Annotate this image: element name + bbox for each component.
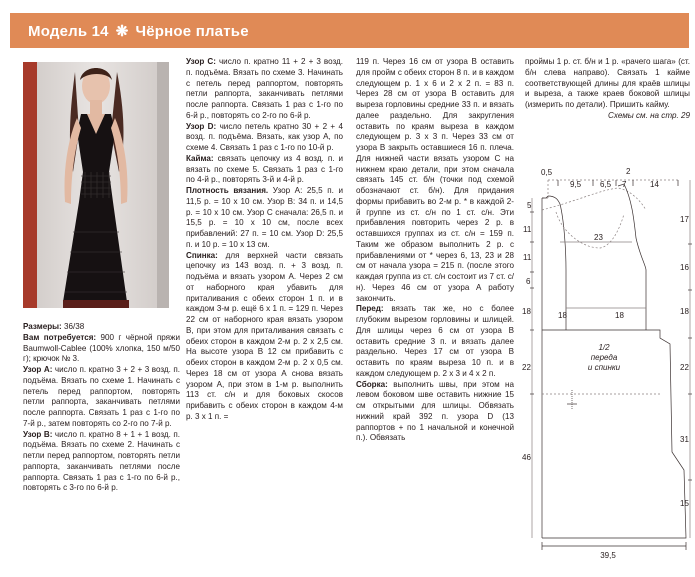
model-number: Модель 14: [28, 22, 109, 40]
diagram-right-label: 16: [680, 263, 689, 272]
pattern-b-value: число п. кратно 8 + 1 + 1 возд. п. подъёма. Вязать по схеме 2. Начинать с петли перед раппортом, повторять петли раппорта, заканчивать петлями после раппорта. Связать 1 раз с 1-го по 6-й р., повторять с 3-го по 6-й р.: [23, 429, 180, 493]
density-label: Плотность вязания.: [186, 186, 269, 195]
materials-paragraph: [23, 333, 180, 365]
text-column-1: [23, 322, 180, 494]
edging-paragraph: [186, 154, 343, 186]
materials-label: Вам потребуется:: [23, 332, 97, 342]
sizes-label: Размеры:: [23, 322, 62, 331]
diagram-right-label: 15: [680, 499, 689, 508]
diagram-inner-label: 23: [594, 233, 603, 242]
diagram-left-label: 5: [527, 201, 532, 210]
back-label: Спинка:: [186, 250, 218, 260]
front-label: Перед:: [356, 304, 384, 314]
front-paragraph: [356, 304, 514, 379]
diagram-left-label: 18: [522, 307, 531, 316]
pattern-a-paragraph: [23, 365, 180, 430]
diagram-right-label: 18: [680, 307, 689, 316]
diagram-top-label: 14: [650, 180, 659, 189]
diagram-center-label: 1/2: [598, 343, 610, 352]
assembly-continued-paragraph: проймы 1 р. ст. б/н и 1 р. «рачего шага» (ст. б/н слева направо). Связать 1 кайме соответствующей длины для краёв шлицы и выреза, а также краев боковой шлицы (измерить по детали). Пришить кайму.: [525, 57, 690, 109]
back-value: для верхней части связать цепочку из 143 возд. п. + 3 возд. п. подъёма и вязать узором А. Через 2 см от наборного края убавить для приталивания с обеих сторон 1 п. и в каждом 3-м р. ещё 6 х 1 п. = 129 п. Через 22 см от наборного края вязать узором В, при этом для приталивания связать с обеих сторон в каждом 2-м р. 2 х 2,5 см. На высоте узора В 12 см прибавить с обеих сторон в каждом 2-м р. 2 х 0,5 см. Через 18 см от узора А снова вязать узором А, при этом в 1-м р. выполнить 113 ст. с/н и для боковых скосов прибавить с обеих сторон в каждом 4-м р. 3 х 1 п. =: [186, 250, 343, 421]
front-value: вязать так же, но с более глубоким вырезом горловины и шлицей. Для шлицы через 6 см от узора В оставить средние 3 п. и вязать далее раздельно. Через 17 см от узора В оставить по краям выреза 10 п. и в каждом следующем р. 2 х 3 и 4 х 2 п.: [356, 304, 514, 378]
text-column-2: [186, 57, 343, 423]
diagram-top-label: 7: [622, 180, 627, 189]
diagram-left-label: 46: [522, 453, 531, 462]
pattern-d-paragraph: [186, 122, 343, 154]
pattern-c-value: число п. кратно 11 + 2 + 3 возд. п. подъёма. Вязать по схеме 3. Начинать с петель перед раппортом, повторять петли раппорта, заканчивать петлями после раппорта. Связать 1 раз с 1-го по 6-й р., повторять со 2-го по 6-й р.: [186, 57, 343, 120]
diagram-left-label: 6: [526, 277, 531, 286]
text-column-4: [525, 57, 690, 122]
dress-photo-illustration: [23, 62, 169, 308]
dress-schematic-diagram: [520, 160, 695, 577]
diagram-top-label: 2: [626, 167, 631, 176]
diagram-top-label: 9,5: [570, 180, 582, 189]
pattern-a-value: число п. кратно 3 + 2 + 3 возд. п. подъёма. Вязать по схеме 1. Начинать с петель перед раппортом, повторять петли раппорта, заканчивать петлями после раппорта. Связать 1 раз с 1-го по 7-й р., затем повторять со 2-го по 7-й р.: [23, 365, 180, 428]
pattern-title: Чёрное платье: [135, 22, 249, 40]
diagram-top-label: 6,5: [600, 180, 612, 189]
pattern-c-paragraph: [186, 57, 343, 122]
pattern-d-label: Узор D:: [186, 121, 217, 131]
pattern-b-label: Узор В:: [23, 429, 53, 439]
woman-in-black-dress-photo: [23, 62, 169, 308]
diagram-right-label: 31: [680, 435, 689, 444]
materials-value: 900 г чёрной пряжи Baumwoll-Cablee (100% хлопка, 150 м/50 г); крючок № 3.: [23, 332, 180, 364]
header-bar: [10, 13, 689, 48]
diagram-top-label: 0,5: [541, 168, 553, 177]
assembly-label: Сборка:: [356, 379, 388, 389]
back-paragraph: [186, 251, 343, 423]
density-paragraph: [186, 186, 343, 251]
back-continued-paragraph: 119 п. Через 16 см от узора В оставить для пройм с обеих сторон 8 п. и в каждом следующем р. 1 х 6 и 2 х 2 п. = 83 п. Через 28 см от узора В оставить для выреза горловины средние 33 п. и вязать далее раздельно. Для закругления оставить по краям выреза в каждом следующем р. 3 х 3 п. Через 33 см от узора В закрыть оставшиеся 16 п. плеча. Для нижней части вязать узором С на нижнем краю детали, при этом сначала связать 145 ст. б/н (точки под схемой обозначают ст. б/н). Для придания формы прибавить во 2-м р. * в каждой 2-й группе из ст. с/н по 1 ст. с/н. Эти прибавления повторить через 2 р. в оставшихся группах из ст. с/н = 159 п. Таким же образом выполнить 2 р. с прибавлениями от * через 6, 13, 23 и 28 см от начала узора = 215 п. (после этого каждая группа из ст. с/н состоит из 7 ст. с/н). Через 46 см от узора А работу закончить.: [356, 57, 514, 303]
schemes-reference: Схемы см. на стр. 29: [608, 110, 690, 120]
density-value: Узор А: 25,5 п. и 11,5 р. = 10 х 10 см. Узор В: 34 п. и 14,5 р. = 10 х 10 см. Узор С сначала: 26,5 п. и 15,5 р. = 10 х 10 см, после всех прибавлений: 27 п. = 10 см. Узор D: 25,5 п. и 10 р. = 10 х 13 см.: [186, 186, 343, 249]
assembly-value: выполнить швы, при этом на левом боковом шве оставить нижние 15 см открытыми для шлицы. Обвязать нижний край 392 п. узора D (13 раппортов + по 1 начальной и конечной п.). Обвязать: [356, 379, 514, 443]
diagram-left-label: 11: [523, 253, 532, 262]
diagram-right-label: 22: [680, 363, 689, 372]
separator-star-icon: ❋: [115, 22, 129, 40]
pattern-d-value: число петель кратно 30 + 2 + 4 возд. п. подъёма. Вязать, как узор А, по схеме 4. Связать 1 раз с 1-го по 10-й р.: [186, 121, 343, 152]
pattern-b-paragraph: [23, 430, 180, 495]
edging-value: связать цепочку из 4 возд. п. и вязать по схеме 5. Связать 1 раз с 1-го по 4-й р., повторять 3-й и 4-й р.: [186, 153, 343, 185]
diagram-inner-label: 18: [615, 311, 624, 320]
diagram-right-label: 17: [680, 215, 689, 224]
sizes-value: 36/38: [61, 322, 85, 331]
pattern-a-label: Узор А:: [23, 365, 53, 374]
diagram-center-label: переда: [590, 353, 618, 362]
sizes-paragraph: [23, 322, 180, 333]
diagram-bottom-label: 39,5: [600, 551, 616, 560]
text-column-3: [356, 57, 514, 444]
diagram-left-label: 22: [522, 363, 531, 372]
diagram-left-label: 11: [523, 225, 532, 234]
pattern-c-label: Узор С:: [186, 57, 216, 66]
page-title: [28, 13, 249, 49]
edging-label: Кайма:: [186, 153, 214, 163]
diagram-center-label: и спинки: [587, 363, 621, 372]
assembly-paragraph: [356, 380, 514, 445]
diagram-inner-label: 18: [558, 311, 567, 320]
